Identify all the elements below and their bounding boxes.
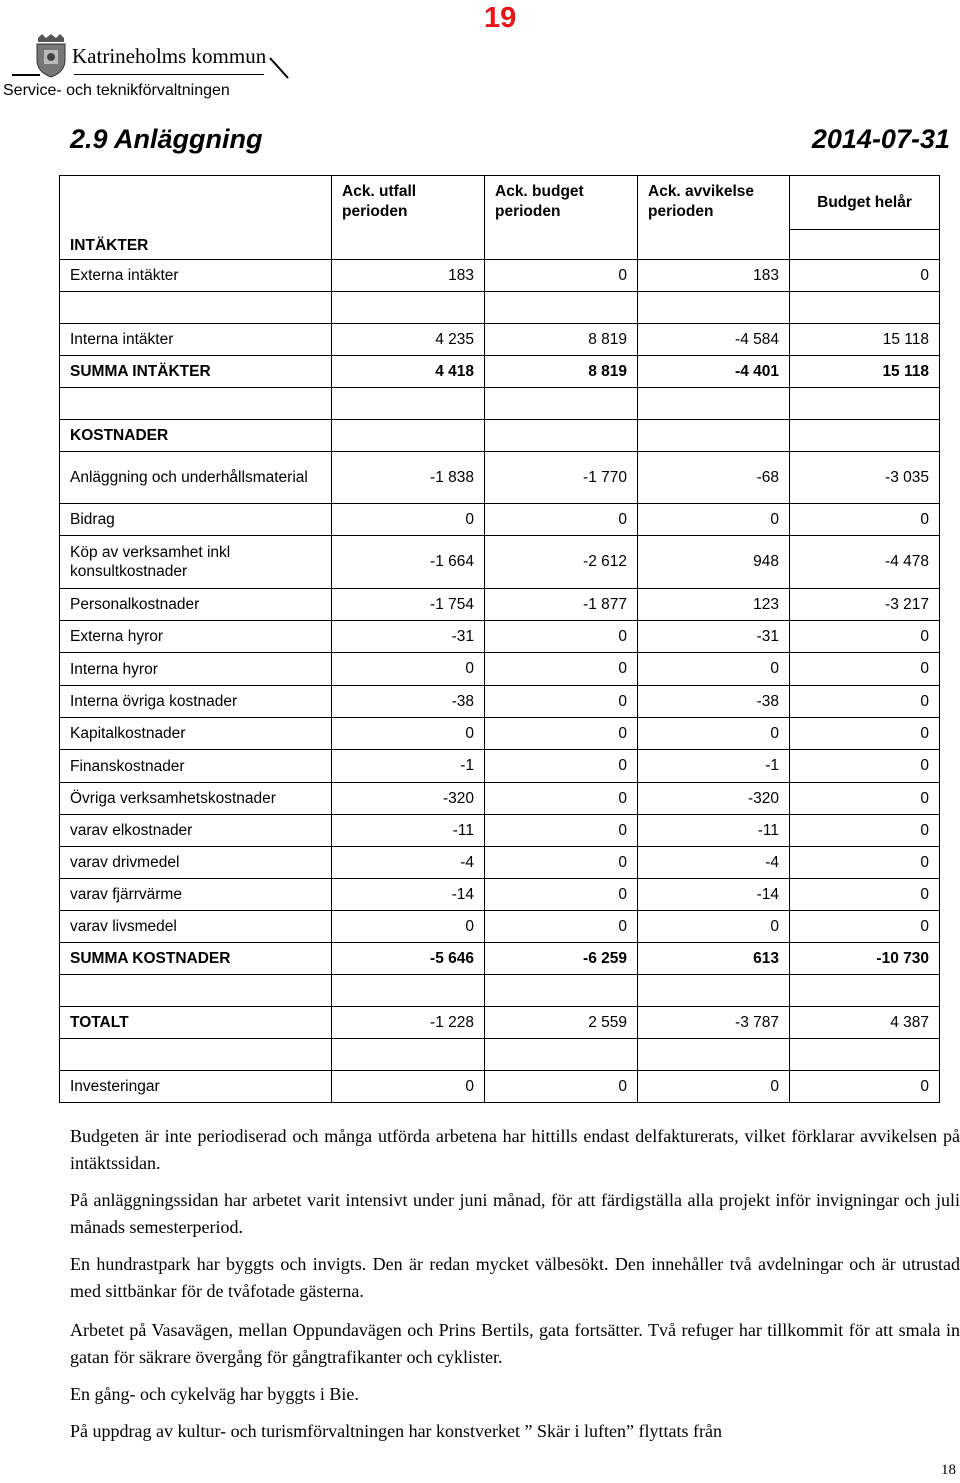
row-value: 0 xyxy=(485,504,638,536)
table-row xyxy=(60,686,940,718)
row-value: 0 xyxy=(485,718,638,750)
row-value: 0 xyxy=(790,260,940,292)
row-label: KOSTNADER xyxy=(60,420,332,452)
table-header-row xyxy=(60,176,940,230)
table-row xyxy=(60,420,940,452)
row-value: -4 xyxy=(638,847,790,879)
row-value: 0 xyxy=(638,653,790,686)
table-row xyxy=(60,815,940,847)
row-value xyxy=(790,420,940,452)
paragraph: Arbetet på Vasavägen, mellan Oppundavägen och Prins Bertils, gata fortsätter. Två refuger har tillkommit för att smala in gatan för säkrare övergång för gångtrafikanter och cyklister. xyxy=(70,1320,960,1367)
row-value xyxy=(790,1039,940,1071)
row-value: -1 754 xyxy=(332,589,485,621)
row-value: 15 118 xyxy=(790,324,940,356)
table-row xyxy=(60,356,940,388)
row-label: Interna övriga kostnader xyxy=(60,686,332,718)
table-row xyxy=(60,653,940,686)
table-spacer-row xyxy=(60,1039,940,1071)
financial-table xyxy=(59,175,940,1103)
row-value: -1 838 xyxy=(332,452,485,504)
row-value: 0 xyxy=(332,911,485,943)
row-value: -31 xyxy=(638,621,790,653)
row-value: 0 xyxy=(638,504,790,536)
row-value: 0 xyxy=(485,621,638,653)
row-label xyxy=(60,1039,332,1071)
row-label xyxy=(60,388,332,420)
row-value: 0 xyxy=(638,911,790,943)
header-empty-cell xyxy=(790,230,940,260)
row-value: 0 xyxy=(485,653,638,686)
row-label: varav drivmedel xyxy=(60,847,332,879)
row-value xyxy=(485,388,638,420)
row-value: -1 877 xyxy=(485,589,638,621)
row-value: 183 xyxy=(638,260,790,292)
row-value: -1 xyxy=(332,750,485,783)
header-col-ack-avvikelse: Ack. avvikelse perioden xyxy=(638,176,790,260)
row-value: 8 819 xyxy=(485,324,638,356)
row-label: varav livsmedel xyxy=(60,911,332,943)
row-label: Externa hyror xyxy=(60,621,332,653)
row-value: -1 770 xyxy=(485,452,638,504)
row-label: Anläggning och underhållsmaterial xyxy=(60,452,332,504)
row-value xyxy=(790,975,940,1007)
row-value: 0 xyxy=(485,815,638,847)
row-value: -5 646 xyxy=(332,943,485,975)
row-value: -38 xyxy=(638,686,790,718)
paragraph: På uppdrag av kultur- och turismförvaltningen har konstverket ” Skär i luften” flyttats från xyxy=(70,1421,722,1441)
row-value: -1 xyxy=(638,750,790,783)
row-value: 0 xyxy=(790,911,940,943)
row-value: 0 xyxy=(790,504,940,536)
logo-slash-icon xyxy=(268,56,290,80)
table-row xyxy=(60,911,940,943)
row-label: varav fjärrvärme xyxy=(60,879,332,911)
row-value xyxy=(332,292,485,324)
row-value xyxy=(332,420,485,452)
row-value xyxy=(638,388,790,420)
row-value: 948 xyxy=(638,536,790,589)
page-number-top: 19 xyxy=(484,2,517,34)
row-value: 0 xyxy=(485,783,638,815)
row-label: Finanskostnader xyxy=(60,750,332,783)
row-value: -31 xyxy=(332,621,485,653)
row-value: 2 559 xyxy=(485,1007,638,1039)
row-value: -10 730 xyxy=(790,943,940,975)
row-label: SUMMA KOSTNADER xyxy=(60,943,332,975)
row-value: -4 584 xyxy=(638,324,790,356)
row-label: Externa intäkter xyxy=(60,260,332,292)
header-section-label: INTÄKTER xyxy=(60,230,332,260)
row-label: Kapitalkostnader xyxy=(60,718,332,750)
row-value: 0 xyxy=(332,653,485,686)
row-value: -11 xyxy=(332,815,485,847)
table-row xyxy=(60,260,940,292)
row-value xyxy=(485,420,638,452)
table-row xyxy=(60,621,940,653)
paragraph: En hundrastpark har byggts och invigts. Den är redan mycket välbesökt. Den innehåller två avdelningar och är utrustad med sittbänkar för de tvåfotade gästerna. xyxy=(70,1254,960,1301)
row-value: 0 xyxy=(790,815,940,847)
row-value: 0 xyxy=(638,718,790,750)
row-value xyxy=(638,420,790,452)
table-row xyxy=(60,847,940,879)
row-value xyxy=(638,975,790,1007)
row-value: 0 xyxy=(638,1071,790,1103)
table-row xyxy=(60,718,940,750)
row-value: -4 478 xyxy=(790,536,940,589)
table-row xyxy=(60,324,940,356)
row-label: Interna hyror xyxy=(60,653,332,686)
row-value: 613 xyxy=(638,943,790,975)
row-value: 123 xyxy=(638,589,790,621)
row-value: -3 217 xyxy=(790,589,940,621)
row-label: Köp av verksamhet inkl konsultkostnader xyxy=(60,536,332,589)
row-value xyxy=(485,1039,638,1071)
row-label xyxy=(60,975,332,1007)
table-row xyxy=(60,879,940,911)
row-value: 4 418 xyxy=(332,356,485,388)
row-value: 0 xyxy=(485,260,638,292)
row-value: 0 xyxy=(790,847,940,879)
row-label xyxy=(60,292,332,324)
row-value: 0 xyxy=(790,879,940,911)
row-value: -3 787 xyxy=(638,1007,790,1039)
table-row xyxy=(60,504,940,536)
row-value: -11 xyxy=(638,815,790,847)
page-number-bottom: 18 xyxy=(941,1462,956,1478)
row-value: 0 xyxy=(332,718,485,750)
department-name: Service- och teknikförvaltningen xyxy=(3,82,230,99)
row-value: -3 035 xyxy=(790,452,940,504)
row-value xyxy=(332,1039,485,1071)
row-value: 15 118 xyxy=(790,356,940,388)
row-value: -1 664 xyxy=(332,536,485,589)
row-value: -320 xyxy=(638,783,790,815)
row-value: -6 259 xyxy=(485,943,638,975)
row-value: 0 xyxy=(485,1071,638,1103)
row-value xyxy=(485,292,638,324)
row-value xyxy=(790,292,940,324)
row-value: -4 401 xyxy=(638,356,790,388)
row-value: 0 xyxy=(332,504,485,536)
table-row xyxy=(60,1007,940,1039)
row-label: SUMMA INTÄKTER xyxy=(60,356,332,388)
row-value: 0 xyxy=(790,750,940,783)
header-col-ack-budget: Ack. budget perioden xyxy=(485,176,638,260)
row-value: 0 xyxy=(485,879,638,911)
paragraph: Budgeten är inte periodiserad och många utförda arbetena har hittills endast delfakturerats, vilket förklarar avvikelsen på intäktssidan. xyxy=(70,1126,960,1173)
row-value: -4 xyxy=(332,847,485,879)
table-row xyxy=(60,452,940,504)
logo-rule-right xyxy=(74,74,264,75)
row-label: varav elkostnader xyxy=(60,815,332,847)
section-title: 2.9 Anläggning xyxy=(70,124,263,154)
header-col-budget-helar: Budget helår xyxy=(790,176,940,230)
table-spacer-row xyxy=(60,388,940,420)
table-spacer-row xyxy=(60,292,940,324)
table-row xyxy=(60,943,940,975)
header-col-ack-utfall: Ack. utfall perioden xyxy=(332,176,485,260)
row-label: Interna intäkter xyxy=(60,324,332,356)
row-value: 0 xyxy=(790,621,940,653)
row-value: -38 xyxy=(332,686,485,718)
row-label: Investeringar xyxy=(60,1071,332,1103)
row-value: 183 xyxy=(332,260,485,292)
row-value: 0 xyxy=(790,653,940,686)
table-row xyxy=(60,589,940,621)
row-value: -1 228 xyxy=(332,1007,485,1039)
row-value: 0 xyxy=(790,783,940,815)
row-value: 0 xyxy=(790,686,940,718)
row-value: -2 612 xyxy=(485,536,638,589)
table-row xyxy=(60,783,940,815)
municipality-logo xyxy=(10,34,300,80)
row-label: Bidrag xyxy=(60,504,332,536)
row-value: 4 387 xyxy=(790,1007,940,1039)
row-label: TOTALT xyxy=(60,1007,332,1039)
row-value xyxy=(485,975,638,1007)
row-value xyxy=(638,1039,790,1071)
row-value: 4 235 xyxy=(332,324,485,356)
row-value: 0 xyxy=(485,686,638,718)
row-label: Personalkostnader xyxy=(60,589,332,621)
row-value: 0 xyxy=(485,750,638,783)
row-value: -68 xyxy=(638,452,790,504)
row-value: 0 xyxy=(485,911,638,943)
org-name: Katrineholms kommun xyxy=(72,44,267,68)
table-spacer-row xyxy=(60,975,940,1007)
header-corner-cell xyxy=(60,176,332,230)
row-value: -320 xyxy=(332,783,485,815)
row-value: 0 xyxy=(485,847,638,879)
row-value xyxy=(332,975,485,1007)
coat-of-arms-icon xyxy=(32,34,70,78)
row-value xyxy=(790,388,940,420)
paragraph: På anläggningssidan har arbetet varit intensivt under juni månad, för att färdigställa alla projekt inför invigningar och juli månads semesterperiod. xyxy=(70,1190,960,1237)
row-value: 8 819 xyxy=(485,356,638,388)
row-value: -14 xyxy=(638,879,790,911)
row-label: Övriga verksamhetskostnader xyxy=(60,783,332,815)
row-value: -14 xyxy=(332,879,485,911)
table-row xyxy=(60,1071,940,1103)
section-date: 2014-07-31 xyxy=(811,124,950,154)
row-value: 0 xyxy=(790,718,940,750)
paragraph: En gång- och cykelväg har byggts i Bie. xyxy=(70,1384,359,1404)
table-row xyxy=(60,536,940,589)
row-value xyxy=(332,388,485,420)
table-row xyxy=(60,750,940,783)
row-value xyxy=(638,292,790,324)
row-value: 0 xyxy=(332,1071,485,1103)
row-value: 0 xyxy=(790,1071,940,1103)
